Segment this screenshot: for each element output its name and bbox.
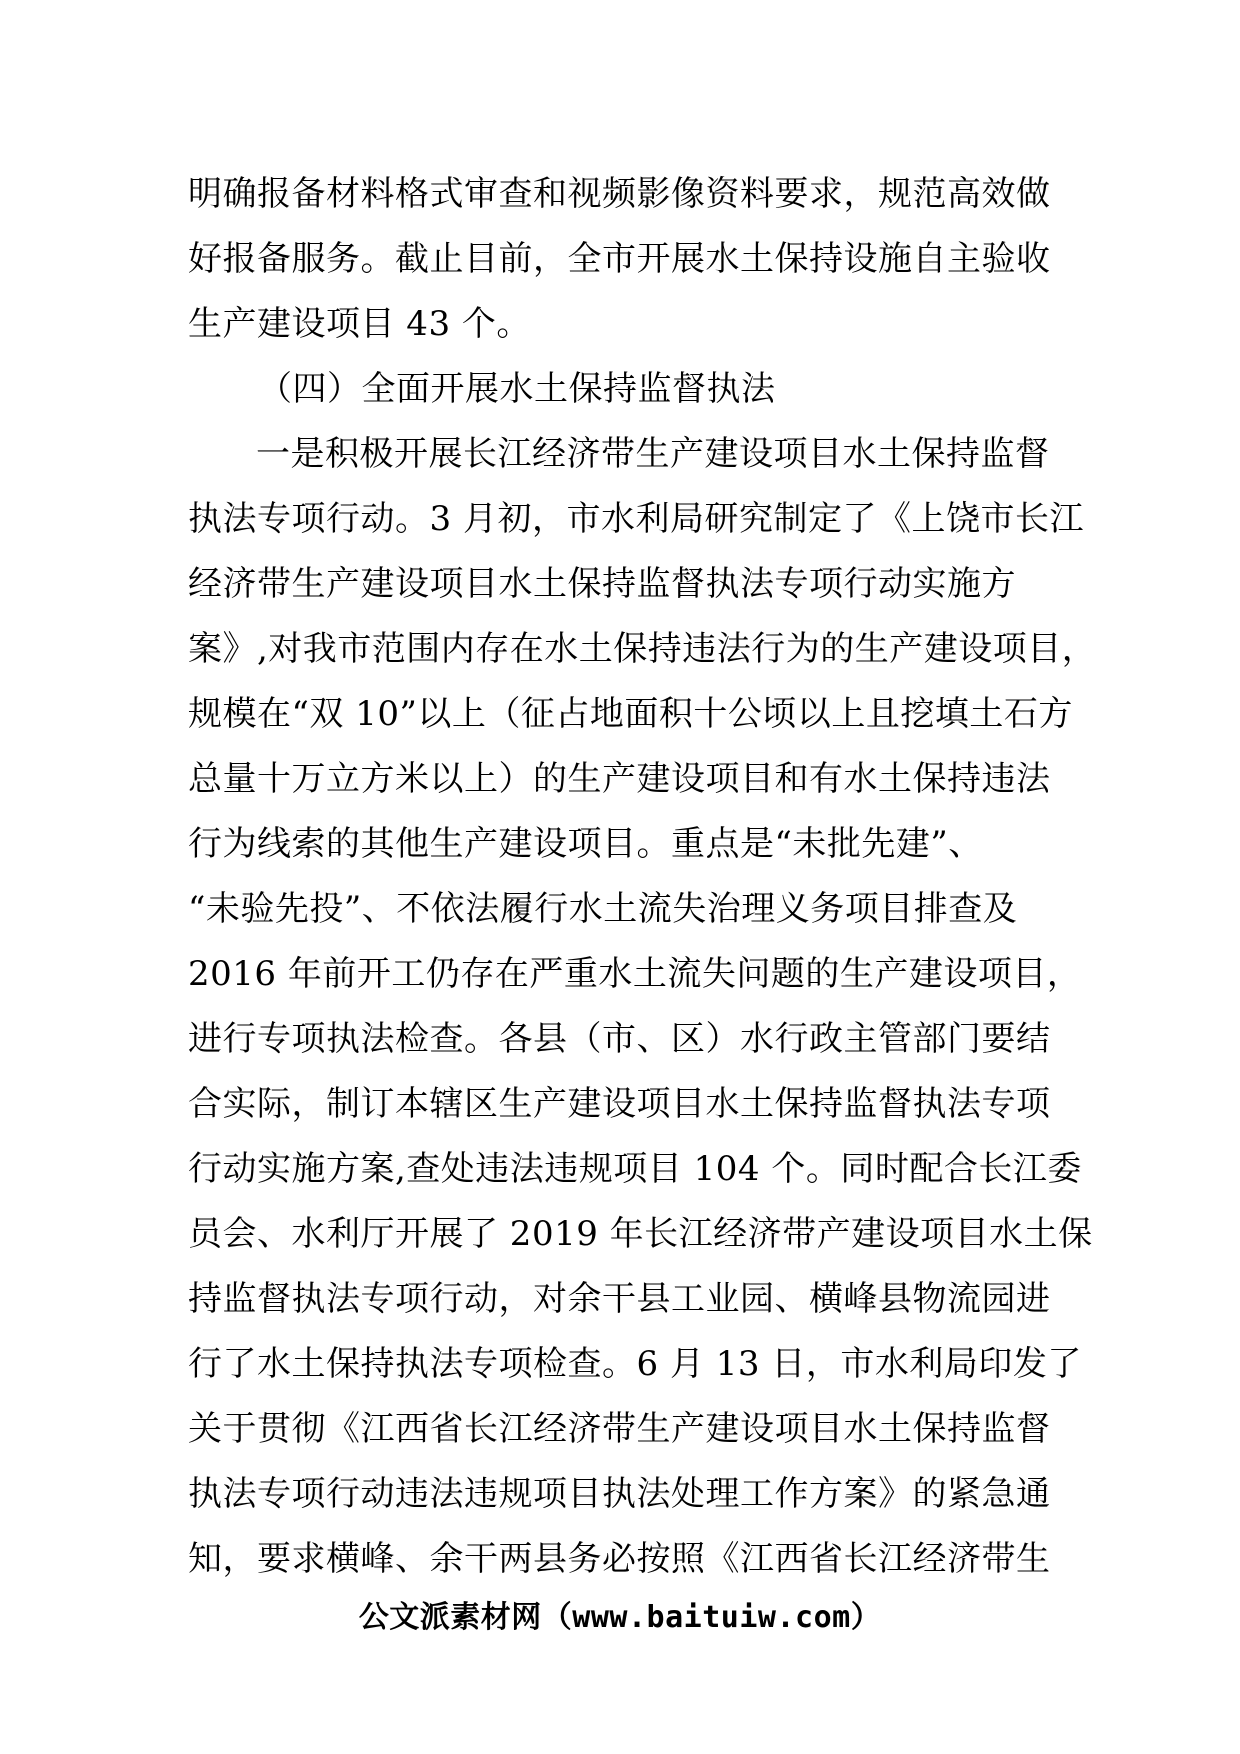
text-line: 2016 年前开工仍存在严重水土流失问题的生产建设项目， [188,954,1082,994]
text-line: 总量十万立方米以上）的生产建设项目和有水土保持违法 [188,759,1051,799]
text-line: 执法专项行动。3 月初，市水利局研究制定了《上饶市长江 [188,499,1084,539]
text-line: 经济带生产建设项目水土保持监督执法专项行动实施方 [188,564,1016,604]
text-line: 执法专项行动违法违规项目执法处理工作方案》的紧急通 [188,1474,1051,1514]
footer-watermark: 公文派素材网（www.baituiw.com） [358,1600,882,1635]
text-line: 好报备服务。截止目前，全市开展水土保持设施自主验收 [188,239,1051,279]
text-line: 生产建设项目 43 个。 [188,304,531,344]
text-line: 行动实施方案,查处违法违规项目 104 个。同时配合长江委 [188,1149,1082,1189]
text-line: 持监督执法专项行动，对余干县工业园、横峰县物流园进 [188,1279,1051,1319]
text-line: 进行专项执法检查。各县（市、区）水行政主管部门要结 [188,1019,1051,1059]
text-line: 明确报备材料格式审查和视频影像资料要求，规范高效做 [188,174,1051,214]
text-line: 合实际，制订本辖区生产建设项目水土保持监督执法专项 [188,1084,1051,1124]
text-line: “未验先投”、不依法履行水土流失治理义务项目排查及 [188,889,1018,929]
text-line: 知，要求横峰、余干两县务必按照《江西省长江经济带生 [188,1539,1051,1579]
text-line: 员会、水利厅开展了 2019 年长江经济带产建设项目水土保 [188,1214,1093,1254]
text-line: 行了水土保持执法专项检查。6 月 13 日，市水利局印发了 [188,1344,1082,1384]
text-line: 案》,对我市范围内存在水土保持违法行为的生产建设项目， [188,629,1097,669]
section-heading: （四）全面开展水土保持监督执法 [258,369,776,409]
text-line: 关于贯彻《江西省长江经济带生产建设项目水土保持监督 [188,1409,1051,1449]
text-line: 规模在“双 10”以上（征占地面积十公顷以上且挖填土石方 [188,694,1073,734]
body-text [188,162,1097,1592]
text-line: 行为线索的其他生产建设项目。重点是“未批先建”、 [188,824,983,864]
paragraph-first-line: 一是积极开展长江经济带生产建设项目水土保持监督 [256,434,1050,474]
